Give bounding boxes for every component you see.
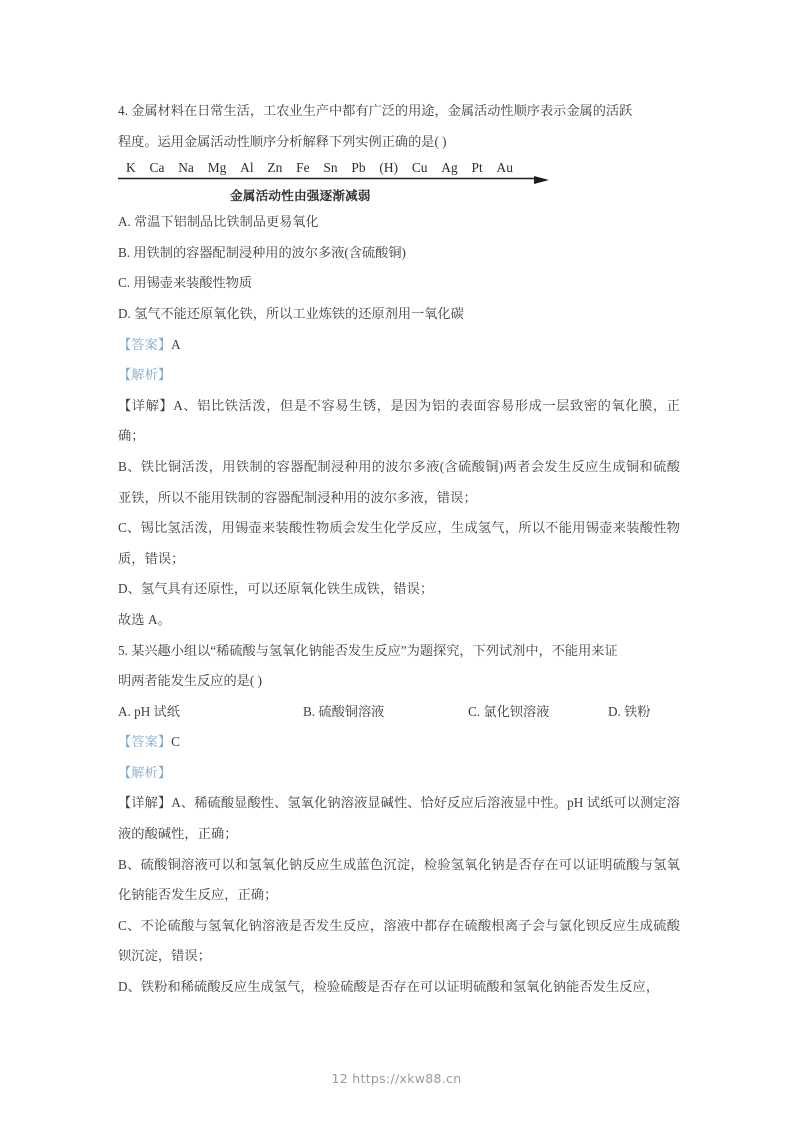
question-5-options-row xyxy=(118,697,680,728)
question-4-analysis-label: 【解析】 xyxy=(118,367,172,383)
series-element-al: Al xyxy=(240,160,254,176)
metal-activity-series-diagram xyxy=(118,159,680,205)
series-element-pb: Pb xyxy=(351,160,366,176)
document-content xyxy=(118,96,680,1003)
question-4-detail-c: C、锡比氢活泼，用锡壶来装酸性物质会发生化学反应，生成氢气，所以不能用锡壶来装酸性物质，错误； xyxy=(118,520,680,566)
question-4-conclusion: 故选 A。 xyxy=(118,611,171,627)
question-5-option-d: D. 铁粉 xyxy=(608,703,651,719)
series-arrow-icon xyxy=(118,176,550,185)
page-footer: 12 https://xkw88.cn xyxy=(331,1071,462,1086)
metal-activity-series-elements xyxy=(118,159,543,176)
question-5-answer-row xyxy=(118,727,680,758)
series-element-hydrogen: (H) xyxy=(379,160,398,176)
question-5-option-b: B. 硫酸铜溶液 xyxy=(303,703,385,719)
question-4-stem-line-1: 4. 金属材料在日常生活，工农业生产中都有广泛的用途，金属活动性顺序表示金属的活跃 xyxy=(118,103,633,118)
question-4-detail-b: B、铁比铜活泼，用铁制的容器配制浸种用的波尔多液(含硫酸铜)两者会发生反应生成铜和硫酸亚铁，所以不能用铁制的容器配制浸种用的波尔多液，错误； xyxy=(118,458,680,505)
question-5-detail-a: 【详解】A、稀硫酸显酸性、氢氧化钠溶液显碱性、恰好反应后溶液显中性。pH 试纸可以测定溶液的酸碱性，正确； xyxy=(118,795,680,842)
question-5-detail-c: C、不论硫酸与氢氧化钠溶液是否发生反应，溶液中都存在硫酸根离子会与氯化钡反应生成硫酸钡沉淀，错误； xyxy=(118,917,680,964)
question-5-detail-d: D、铁粉和稀硫酸反应生成氢气，检验硫酸是否存在可以证明硫酸和氢氧化钠能否发生反应， xyxy=(118,979,660,995)
question-4-option-b: B. 用铁制的容器配制浸种用的波尔多液(含硫酸铜) xyxy=(118,244,406,260)
series-element-cu: Cu xyxy=(411,160,428,176)
question-4-detail-d: D、氢气具有还原性，可以还原氧化铁生成铁，错误； xyxy=(118,581,434,597)
series-element-ag: Ag xyxy=(441,160,458,176)
question-4-answer-row xyxy=(118,330,680,361)
answer-label: 【答案】 xyxy=(118,734,172,750)
series-element-au: Au xyxy=(496,160,513,176)
series-caption: 金属活动性由强逐渐减弱 xyxy=(230,188,371,204)
question-5-stem-line-1: 5. 某兴趣小组以“稀硫酸与氢氧化钠能否发生反应”为题探究，下列试剂中，不能用来证 xyxy=(118,642,618,658)
question-5-answer-value: C xyxy=(171,734,181,750)
question-5-stem-line-2: 明两者能发生反应的是( ) xyxy=(118,673,262,689)
question-4-stem-line-2: 程度。运用金属活动性顺序分析解释下列实例正确的是( ) xyxy=(118,133,447,149)
question-4-option-c: C. 用锡壶来装酸性物质 xyxy=(118,275,253,291)
question-4-detail-a: 【详解】A、铝比铁活泼，但是不容易生锈，是因为铝的表面容易形成一层致密的氧化膜，正确； xyxy=(118,397,680,444)
series-element-k: K xyxy=(126,160,136,176)
series-element-sn: Sn xyxy=(323,160,338,176)
question-5-option-c: C. 氯化钡溶液 xyxy=(468,703,550,719)
series-element-na: Na xyxy=(178,160,194,176)
question-5-analysis-label: 【解析】 xyxy=(118,764,172,780)
series-element-fe: Fe xyxy=(296,160,310,176)
series-element-pt: Pt xyxy=(471,160,483,176)
question-5-detail-b: B、硫酸铜溶液可以和氢氧化钠反应生成蓝色沉淀，检验氢氧化钠是否存在可以证明硫酸与氢氧化钠能否发生反应，正确； xyxy=(118,856,680,903)
series-element-zn: Zn xyxy=(267,160,283,176)
question-4-answer-value: A xyxy=(171,336,181,352)
answer-label: 【答案】 xyxy=(118,336,172,352)
series-element-mg: Mg xyxy=(207,160,227,176)
series-element-ca: Ca xyxy=(149,160,165,176)
question-4-option-a: A. 常温下铝制品比铁制品更易氧化 xyxy=(118,214,319,230)
question-5-option-a: A. pH 试纸 xyxy=(118,703,180,719)
question-4-option-d: D. 氢气不能还原氧化铁，所以工业炼铁的还原剂用一氧化碳 xyxy=(118,305,464,321)
